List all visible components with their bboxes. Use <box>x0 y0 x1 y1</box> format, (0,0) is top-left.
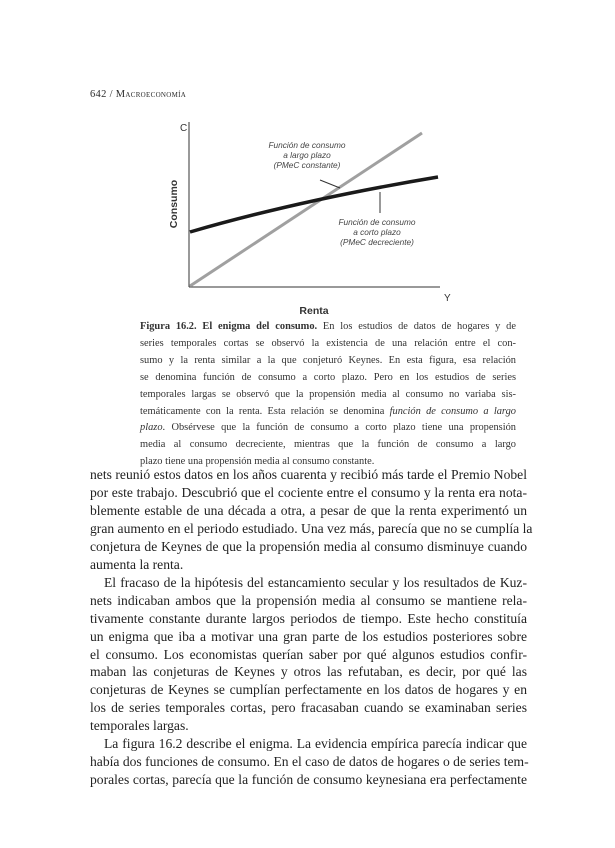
body-line: blemente estable de una década a otra, a pesar de que la renta experimentó un <box>90 502 527 518</box>
body-line: el consumo. Los economistas querían saber por qué algunos estudios confir- <box>90 646 527 662</box>
body-line: los de series temporales cortas, pero fracasaban cuando se examinaban series <box>90 700 527 716</box>
body-line: nets indicaban ambos que la propensión media al consumo se mantiene rela- <box>90 592 527 608</box>
long-run-label-line3: (PMeC constante) <box>273 160 341 170</box>
body-line: conjeturas de Keynes se cumplían perfectamente en los datos de hogares y en <box>90 682 527 698</box>
body-line: había dos funciones de consumo. En el caso de datos de hogares o de series tem- <box>90 754 529 770</box>
caption-line <box>140 420 516 437</box>
body-text <box>90 466 533 789</box>
body-line: por este trabajo. Descubrió que el cociente entre el consumo y la renta era nota- <box>90 484 527 500</box>
caption-title: Figura 16.2. El enigma del consumo. <box>140 321 318 332</box>
short-run-label-line1: Función de consumo <box>338 217 416 227</box>
short-run-label-line2: a corto plazo <box>353 227 401 237</box>
x-axis-label: Renta <box>299 305 329 317</box>
body-line: conjetura de Keynes de que la propensión media al consumo disminuye cuando <box>90 538 527 554</box>
body-line: aumenta la renta. <box>90 556 184 572</box>
x-axis-symbol: Y <box>444 293 451 304</box>
header-separator: / <box>109 89 113 100</box>
long-run-leader-line <box>320 180 340 188</box>
body-line: tivamente constante durante largos periodos de tiempo. Este hecho constituía <box>90 610 527 626</box>
body-line: porales cortas, parecía que la función de consumo keynesiana era perfectamente <box>90 772 527 788</box>
long-run-label-line1: Función de consumo <box>268 140 346 150</box>
caption-line: media al consumo decreciente, mientras que la función de consumo a largo <box>140 439 516 451</box>
caption-line: series temporales cortas se observó la existencia de una relación entre el con- <box>140 337 516 349</box>
caption-text: temáticamente con la renta. Esta relación se denomina <box>140 405 390 417</box>
long-run-label-line2: a largo plazo <box>283 150 331 160</box>
book-title: Macroeconomía <box>115 89 187 100</box>
caption-text: En los estudios de datos de hogares y de <box>317 321 516 332</box>
caption-text: . Obsérvese que la función de consumo a corto plazo tiene una propensión <box>162 422 516 434</box>
y-axis-symbol: C <box>180 123 188 134</box>
body-line: El fracaso de la hipótesis del estancamiento secular y los resultados de Kuz- <box>104 574 527 590</box>
short-run-label-line3: (PMeC decreciente) <box>340 237 414 247</box>
caption-italic-term: plazo <box>140 422 163 434</box>
consumption-puzzle-diagram <box>0 0 615 320</box>
caption-line <box>140 404 516 421</box>
y-axis-label: Consumo <box>168 179 180 229</box>
body-line: La figura 16.2 describe el enigma. La evidencia empírica parecía indicar que <box>104 736 527 752</box>
caption-line: plazo tiene una propensión media al consumo constante. <box>140 456 375 468</box>
caption-line: temporales largas se observó que la propensión media al consumo no variaba sis- <box>140 388 516 400</box>
body-line: nets reunió estos datos en los años cuarenta y recibió más tarde el Premio Nobel <box>90 467 527 482</box>
body-line: gran aumento en el periodo estudiado. Una vez más, parecía que no se cumplía la <box>90 520 533 536</box>
caption-line: sumo y la renta similar a la que conjeturó Keynes. En esta figura, esa relación <box>140 354 516 366</box>
caption-line <box>140 319 516 336</box>
body-line: un enigma que iba a motivar una gran parte de los estudios posteriores sobre <box>90 628 527 644</box>
caption-italic-term: función de consumo a largo <box>389 405 516 417</box>
page-number: 642 <box>90 89 107 100</box>
caption-line: se denomina función de consumo a corto plazo. Pero en los estudios de series <box>140 371 516 383</box>
body-line: temporales largas. <box>90 718 189 734</box>
figure-caption <box>140 319 516 471</box>
body-line: maban las conjeturas de Keynes y otros las refutaban, es decir, por qué las <box>90 664 527 680</box>
